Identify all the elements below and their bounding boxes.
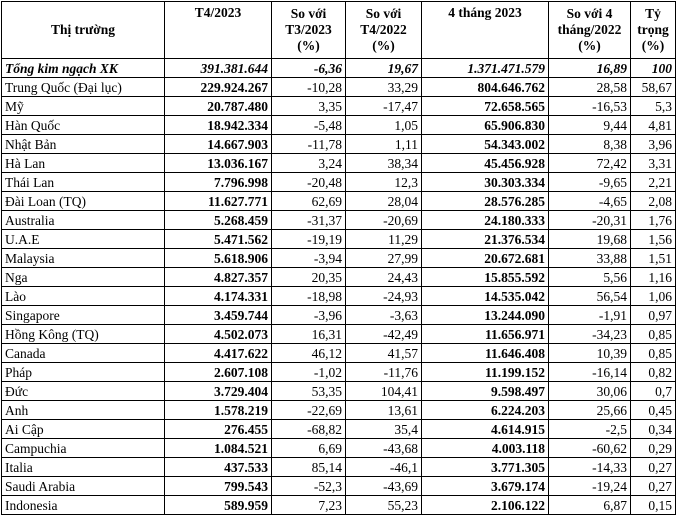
cell-vs-t4-2022: 35,4 bbox=[346, 420, 422, 439]
export-markets-table bbox=[1, 1, 676, 515]
cell-t4-2023: 5.471.562 bbox=[165, 230, 272, 249]
cell-vs-four-months-2022: -16,14 bbox=[549, 363, 631, 382]
header-vs-four-months-2022: So với 4 tháng/2022 (%) bbox=[549, 2, 631, 59]
cell-vs-four-months-2022: 9,44 bbox=[549, 116, 631, 135]
cell-vs-t3-2023: 62,69 bbox=[272, 192, 346, 211]
cell-market: Đức bbox=[2, 382, 165, 401]
cell-market: Đài Loan (TQ) bbox=[2, 192, 165, 211]
cell-t4-2023: 799.543 bbox=[165, 477, 272, 496]
cell-vs-t3-2023: 6,69 bbox=[272, 439, 346, 458]
cell-vs-t3-2023: -19,19 bbox=[272, 230, 346, 249]
header-four-months-2023: 4 tháng 2023 bbox=[422, 2, 549, 59]
cell-four-months-2023: 72.658.565 bbox=[422, 97, 549, 116]
total-t4: 391.381.644 bbox=[165, 59, 272, 78]
cell-vs-t4-2022: -43,68 bbox=[346, 439, 422, 458]
cell-vs-t4-2022: 104,41 bbox=[346, 382, 422, 401]
cell-t4-2023: 7.796.998 bbox=[165, 173, 272, 192]
cell-t4-2023: 3.729.404 bbox=[165, 382, 272, 401]
table-row bbox=[2, 439, 676, 458]
table-row bbox=[2, 249, 676, 268]
cell-market: Hồng Kông (TQ) bbox=[2, 325, 165, 344]
cell-four-months-2023: 21.376.534 bbox=[422, 230, 549, 249]
table-row bbox=[2, 496, 676, 515]
cell-vs-four-months-2022: -16,53 bbox=[549, 97, 631, 116]
table-row bbox=[2, 458, 676, 477]
cell-share: 1,56 bbox=[631, 230, 676, 249]
cell-vs-t4-2022: 11,29 bbox=[346, 230, 422, 249]
cell-vs-four-months-2022: 72,42 bbox=[549, 154, 631, 173]
cell-vs-t3-2023: 16,31 bbox=[272, 325, 346, 344]
cell-four-months-2023: 6.224.203 bbox=[422, 401, 549, 420]
cell-vs-four-months-2022: -19,24 bbox=[549, 477, 631, 496]
header-vs-t3-2023: So với T3/2023 (%) bbox=[272, 2, 346, 59]
cell-t4-2023: 437.533 bbox=[165, 458, 272, 477]
cell-t4-2023: 4.417.622 bbox=[165, 344, 272, 363]
cell-vs-t4-2022: 12,3 bbox=[346, 173, 422, 192]
cell-vs-t4-2022: 28,04 bbox=[346, 192, 422, 211]
cell-vs-four-months-2022: -14,33 bbox=[549, 458, 631, 477]
cell-vs-t3-2023: 7,23 bbox=[272, 496, 346, 515]
cell-vs-t4-2022: 38,34 bbox=[346, 154, 422, 173]
cell-four-months-2023: 13.244.090 bbox=[422, 306, 549, 325]
cell-market: Nhật Bản bbox=[2, 135, 165, 154]
cell-t4-2023: 20.787.480 bbox=[165, 97, 272, 116]
cell-vs-t3-2023: -3,96 bbox=[272, 306, 346, 325]
cell-vs-t4-2022: 33,29 bbox=[346, 78, 422, 97]
cell-vs-t4-2022: -3,63 bbox=[346, 306, 422, 325]
cell-market: Anh bbox=[2, 401, 165, 420]
cell-t4-2023: 13.036.167 bbox=[165, 154, 272, 173]
table-row bbox=[2, 268, 676, 287]
cell-share: 0,97 bbox=[631, 306, 676, 325]
header-t4-2023: T4/2023 bbox=[165, 2, 272, 59]
table-row bbox=[2, 97, 676, 116]
cell-vs-four-months-2022: 33,88 bbox=[549, 249, 631, 268]
cell-vs-four-months-2022: 56,54 bbox=[549, 287, 631, 306]
cell-vs-t4-2022: 1,05 bbox=[346, 116, 422, 135]
export-table-container bbox=[1, 1, 676, 515]
cell-share: 0,29 bbox=[631, 439, 676, 458]
table-row bbox=[2, 287, 676, 306]
cell-market: Trung Quốc (Đại lục) bbox=[2, 78, 165, 97]
cell-share: 1,51 bbox=[631, 249, 676, 268]
cell-t4-2023: 1.084.521 bbox=[165, 439, 272, 458]
cell-share: 4,81 bbox=[631, 116, 676, 135]
cell-vs-four-months-2022: 25,66 bbox=[549, 401, 631, 420]
cell-four-months-2023: 2.106.122 bbox=[422, 496, 549, 515]
table-row bbox=[2, 420, 676, 439]
table-row bbox=[2, 211, 676, 230]
cell-vs-t4-2022: -11,76 bbox=[346, 363, 422, 382]
cell-market: Canada bbox=[2, 344, 165, 363]
cell-share: 0,7 bbox=[631, 382, 676, 401]
cell-vs-four-months-2022: -4,65 bbox=[549, 192, 631, 211]
total-vs-t3: -6,36 bbox=[272, 59, 346, 78]
header-share: Tỷ trọng (%) bbox=[631, 2, 676, 59]
cell-vs-t3-2023: -20,48 bbox=[272, 173, 346, 192]
cell-vs-t4-2022: 1,11 bbox=[346, 135, 422, 154]
cell-market: Hà Lan bbox=[2, 154, 165, 173]
cell-market: Lào bbox=[2, 287, 165, 306]
cell-share: 0,27 bbox=[631, 458, 676, 477]
table-row bbox=[2, 192, 676, 211]
cell-vs-t3-2023: -18,98 bbox=[272, 287, 346, 306]
cell-vs-t3-2023: -68,82 bbox=[272, 420, 346, 439]
cell-t4-2023: 3.459.744 bbox=[165, 306, 272, 325]
header-market: Thị trường bbox=[2, 2, 165, 59]
cell-share: 0,34 bbox=[631, 420, 676, 439]
cell-four-months-2023: 3.771.305 bbox=[422, 458, 549, 477]
cell-share: 1,16 bbox=[631, 268, 676, 287]
cell-vs-t3-2023: -3,94 bbox=[272, 249, 346, 268]
table-row bbox=[2, 306, 676, 325]
cell-four-months-2023: 11.656.971 bbox=[422, 325, 549, 344]
cell-four-months-2023: 65.906.830 bbox=[422, 116, 549, 135]
cell-vs-four-months-2022: 10,39 bbox=[549, 344, 631, 363]
cell-vs-t4-2022: 27,99 bbox=[346, 249, 422, 268]
cell-share: 0,27 bbox=[631, 477, 676, 496]
cell-t4-2023: 5.618.906 bbox=[165, 249, 272, 268]
cell-vs-t3-2023: -31,37 bbox=[272, 211, 346, 230]
cell-vs-four-months-2022: -60,62 bbox=[549, 439, 631, 458]
cell-share: 3,96 bbox=[631, 135, 676, 154]
cell-market: Pháp bbox=[2, 363, 165, 382]
total-four-months: 1.371.471.579 bbox=[422, 59, 549, 78]
cell-vs-t4-2022: -20,69 bbox=[346, 211, 422, 230]
cell-market: Nga bbox=[2, 268, 165, 287]
cell-t4-2023: 276.455 bbox=[165, 420, 272, 439]
cell-share: 0,15 bbox=[631, 496, 676, 515]
cell-vs-t3-2023: 53,35 bbox=[272, 382, 346, 401]
table-row bbox=[2, 173, 676, 192]
cell-t4-2023: 1.578.219 bbox=[165, 401, 272, 420]
cell-four-months-2023: 54.343.002 bbox=[422, 135, 549, 154]
cell-vs-four-months-2022: -1,91 bbox=[549, 306, 631, 325]
cell-vs-four-months-2022: 30,06 bbox=[549, 382, 631, 401]
cell-market: Malaysia bbox=[2, 249, 165, 268]
cell-vs-four-months-2022: 19,68 bbox=[549, 230, 631, 249]
cell-market: Saudi Arabia bbox=[2, 477, 165, 496]
cell-vs-four-months-2022: 5,56 bbox=[549, 268, 631, 287]
cell-share: 2,21 bbox=[631, 173, 676, 192]
cell-vs-four-months-2022: 28,58 bbox=[549, 78, 631, 97]
total-share: 100 bbox=[631, 59, 676, 78]
table-row bbox=[2, 116, 676, 135]
cell-four-months-2023: 9.598.497 bbox=[422, 382, 549, 401]
cell-share: 0,85 bbox=[631, 344, 676, 363]
cell-vs-t4-2022: -46,1 bbox=[346, 458, 422, 477]
cell-vs-t4-2022: -42,49 bbox=[346, 325, 422, 344]
cell-four-months-2023: 24.180.333 bbox=[422, 211, 549, 230]
cell-share: 3,31 bbox=[631, 154, 676, 173]
table-row bbox=[2, 78, 676, 97]
cell-t4-2023: 11.627.771 bbox=[165, 192, 272, 211]
cell-vs-t3-2023: -5,48 bbox=[272, 116, 346, 135]
header-vs-t4-2022: So với T4/2022 (%) bbox=[346, 2, 422, 59]
cell-vs-t3-2023: 3,35 bbox=[272, 97, 346, 116]
cell-vs-t3-2023: -10,28 bbox=[272, 78, 346, 97]
cell-market: Thái Lan bbox=[2, 173, 165, 192]
table-row bbox=[2, 135, 676, 154]
cell-market: Mỹ bbox=[2, 97, 165, 116]
cell-t4-2023: 5.268.459 bbox=[165, 211, 272, 230]
cell-share: 1,76 bbox=[631, 211, 676, 230]
cell-vs-t4-2022: 55,23 bbox=[346, 496, 422, 515]
cell-t4-2023: 589.959 bbox=[165, 496, 272, 515]
cell-t4-2023: 4.827.357 bbox=[165, 268, 272, 287]
cell-vs-t3-2023: -22,69 bbox=[272, 401, 346, 420]
table-row bbox=[2, 401, 676, 420]
cell-share: 1,06 bbox=[631, 287, 676, 306]
cell-t4-2023: 14.667.903 bbox=[165, 135, 272, 154]
total-vs-4m-2022: 16,89 bbox=[549, 59, 631, 78]
cell-vs-t3-2023: 3,24 bbox=[272, 154, 346, 173]
cell-vs-t3-2023: -11,78 bbox=[272, 135, 346, 154]
cell-four-months-2023: 4.003.118 bbox=[422, 439, 549, 458]
cell-t4-2023: 2.607.108 bbox=[165, 363, 272, 382]
cell-vs-four-months-2022: -20,31 bbox=[549, 211, 631, 230]
cell-vs-four-months-2022: 6,87 bbox=[549, 496, 631, 515]
cell-market: Hàn Quốc bbox=[2, 116, 165, 135]
total-row bbox=[2, 59, 676, 78]
cell-vs-t3-2023: 20,35 bbox=[272, 268, 346, 287]
cell-vs-four-months-2022: -34,23 bbox=[549, 325, 631, 344]
cell-market: Australia bbox=[2, 211, 165, 230]
cell-four-months-2023: 15.855.592 bbox=[422, 268, 549, 287]
cell-four-months-2023: 20.672.681 bbox=[422, 249, 549, 268]
table-row bbox=[2, 363, 676, 382]
cell-market: Campuchia bbox=[2, 439, 165, 458]
cell-four-months-2023: 11.199.152 bbox=[422, 363, 549, 382]
cell-market: Italia bbox=[2, 458, 165, 477]
cell-vs-t4-2022: -43,69 bbox=[346, 477, 422, 496]
cell-vs-t4-2022: -24,93 bbox=[346, 287, 422, 306]
table-row bbox=[2, 154, 676, 173]
cell-four-months-2023: 804.646.762 bbox=[422, 78, 549, 97]
table-row bbox=[2, 325, 676, 344]
table-row bbox=[2, 344, 676, 363]
cell-four-months-2023: 3.679.174 bbox=[422, 477, 549, 496]
cell-four-months-2023: 45.456.928 bbox=[422, 154, 549, 173]
cell-t4-2023: 4.174.331 bbox=[165, 287, 272, 306]
header-row bbox=[2, 2, 676, 59]
cell-market: Indonesia bbox=[2, 496, 165, 515]
cell-share: 0,82 bbox=[631, 363, 676, 382]
total-label: Tổng kim ngạch XK bbox=[2, 59, 165, 78]
cell-market: Ai Cập bbox=[2, 420, 165, 439]
cell-vs-t4-2022: 13,61 bbox=[346, 401, 422, 420]
cell-t4-2023: 4.502.073 bbox=[165, 325, 272, 344]
cell-share: 58,67 bbox=[631, 78, 676, 97]
cell-t4-2023: 229.924.267 bbox=[165, 78, 272, 97]
cell-vs-four-months-2022: -2,5 bbox=[549, 420, 631, 439]
cell-share: 0,45 bbox=[631, 401, 676, 420]
table-row bbox=[2, 382, 676, 401]
cell-vs-four-months-2022: 8,38 bbox=[549, 135, 631, 154]
cell-four-months-2023: 14.535.042 bbox=[422, 287, 549, 306]
cell-share: 5,3 bbox=[631, 97, 676, 116]
cell-vs-t3-2023: 46,12 bbox=[272, 344, 346, 363]
table-row bbox=[2, 477, 676, 496]
cell-vs-t3-2023: -1,02 bbox=[272, 363, 346, 382]
cell-vs-four-months-2022: -9,65 bbox=[549, 173, 631, 192]
cell-vs-t4-2022: 24,43 bbox=[346, 268, 422, 287]
cell-vs-t4-2022: -17,47 bbox=[346, 97, 422, 116]
cell-share: 2,08 bbox=[631, 192, 676, 211]
cell-four-months-2023: 28.576.285 bbox=[422, 192, 549, 211]
cell-market: Singapore bbox=[2, 306, 165, 325]
cell-four-months-2023: 4.614.915 bbox=[422, 420, 549, 439]
cell-share: 0,85 bbox=[631, 325, 676, 344]
table-row bbox=[2, 230, 676, 249]
cell-market: U.A.E bbox=[2, 230, 165, 249]
cell-vs-t4-2022: 41,57 bbox=[346, 344, 422, 363]
cell-four-months-2023: 30.303.334 bbox=[422, 173, 549, 192]
total-vs-t4-2022: 19,67 bbox=[346, 59, 422, 78]
cell-four-months-2023: 11.646.408 bbox=[422, 344, 549, 363]
cell-vs-t3-2023: 85,14 bbox=[272, 458, 346, 477]
cell-t4-2023: 18.942.334 bbox=[165, 116, 272, 135]
cell-vs-t3-2023: -52,3 bbox=[272, 477, 346, 496]
